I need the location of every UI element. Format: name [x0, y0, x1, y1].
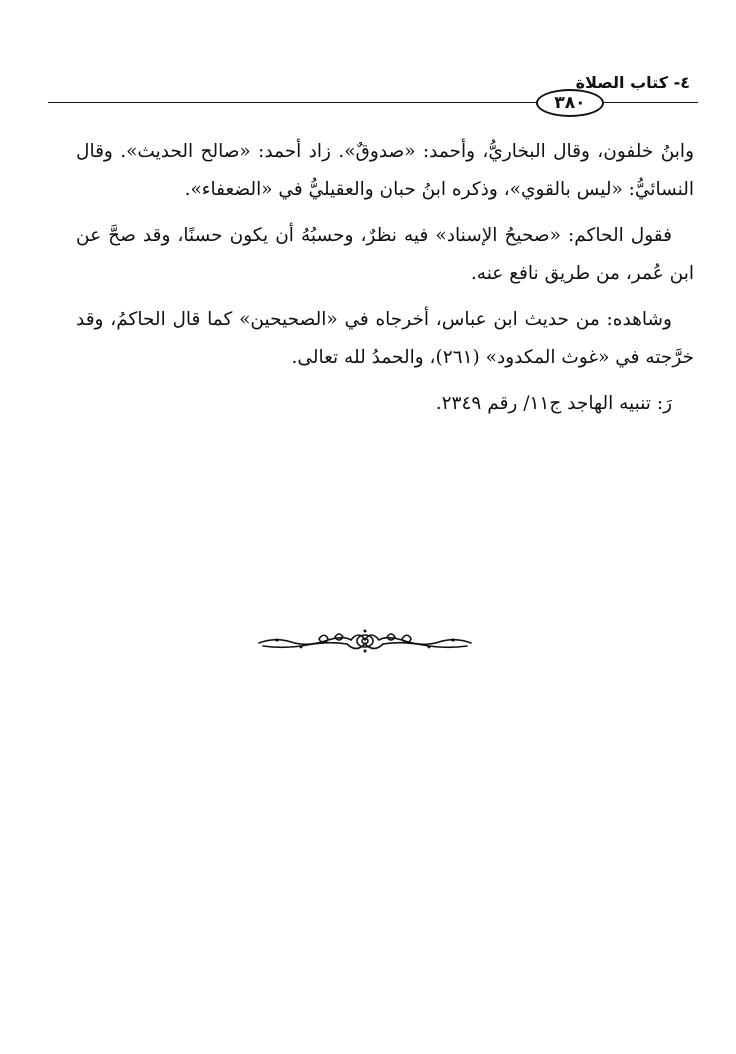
decorative-divider-ornament-icon — [255, 627, 475, 655]
body-text — [76, 133, 694, 431]
paragraph-narrators: وابنُ خلفون، وقال البخاريُّ، وأحمد: «صدوقٌ». زاد أحمد: «صالح الحديث». وقال النسائيُّ: «ليس بالقوي»، وذكره ابنُ حبان والعقيليُّ في «الضعفاء». — [76, 141, 694, 200]
page-number: ٣٨٠ — [536, 89, 604, 117]
paragraph-hakim-verdict: فقول الحاكم: «صحيحُ الإسناد» فيه نظرٌ، وحسبُهُ أن يكون حسنًا، وقد صحَّ عن ابن عُمر، من طريق نافع عنه. — [76, 225, 694, 284]
chapter-title: ٤- كتاب الصلاة — [575, 73, 690, 92]
paragraph-reference: رَ: تنبيه الهاجد ج١١/ رقم ٢٣٤٩. — [435, 393, 672, 414]
paragraph-supporting-narration: وشاهده: من حديث ابن عباس، أخرجاه في «الصحيحين» كما قال الحاكمُ، وقد خرَّجته في «غوث المكدود» (٢٦١)، والحمدُ لله تعالى. — [76, 309, 694, 368]
page-header — [48, 66, 698, 116]
